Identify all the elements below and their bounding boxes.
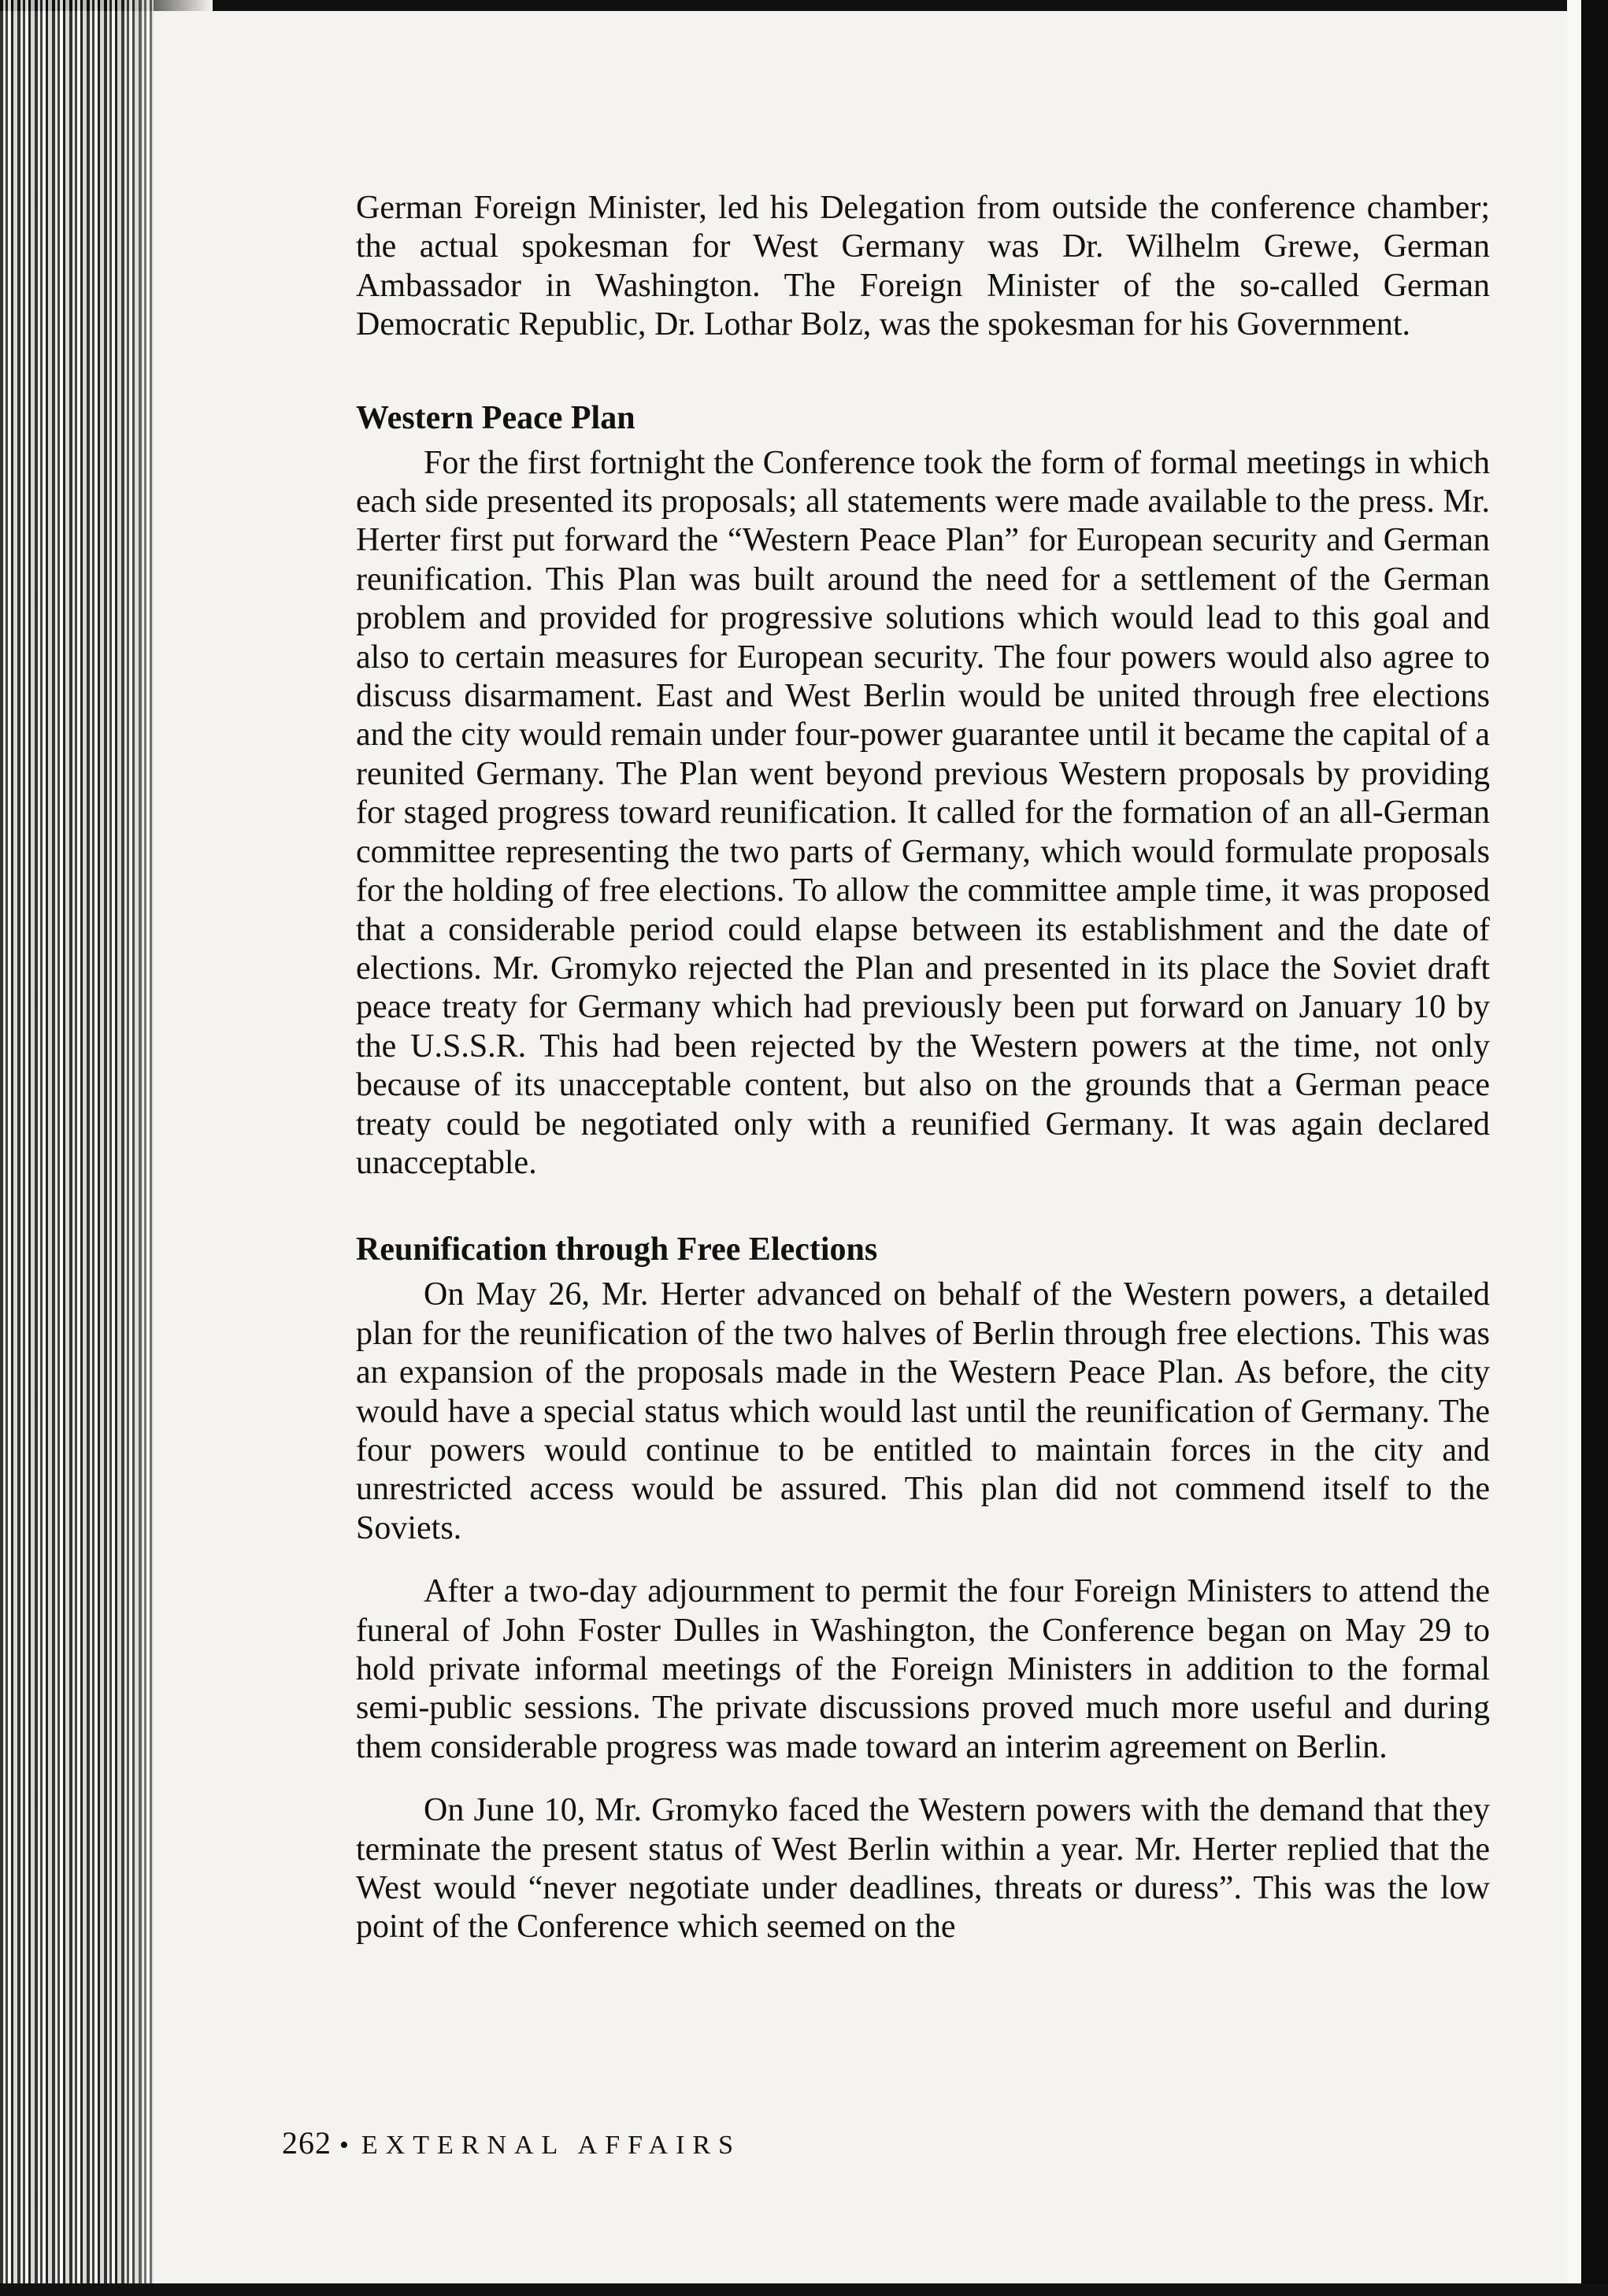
scan-top-edge	[0, 0, 1608, 11]
opening-paragraph: German Foreign Minister, led his Delegation from outside the conference chamber; the actual spokesman for West Germany was Dr. Wilhelm Grewe, German Ambassador in Washington. The Foreign Minister of the so-called German Democratic Republic, Dr. Lothar Bolz, was the spokesman for his Government.	[356, 190, 1490, 343]
page-body	[356, 189, 1490, 1947]
section-paragraph: After a two-day adjournment to permit the four Foreign Ministers to attend the funeral of John Foster Dulles in Washington, the Conference began on May 29 to hold private informal meetings of the Foreign Ministers in addition to the formal semi-public sessions. The private discussions proved much more useful and during them considerable progress was made toward an interim agreement on Berlin.	[356, 1573, 1490, 1765]
section-heading-reunification: Reunification through Free Elections	[356, 1231, 878, 1268]
section-paragraph: For the first fortnight the Conference took the form of formal meetings in which each side presented its proposals; all statements were made available to the press. Mr. Herter first put forward the “Western Peace Plan” for European security and German reunification. This Plan was built around the need for a settlement of the German problem and provided for progressive solutions which would lead to this goal and also to certain measures for European security. The four powers would also agree to discuss disarmament. East and West Berlin would be united through free elections and the city would remain under four-power guarantee until it became the capital of a reunited Germany. The Plan went beyond previous Western proposals by providing for staged progress toward reunification. It called for the formation of an all-German committee representing the two parts of Germany, which would formulate proposals for the holding of free elections. To allow the committee ample time, it was proposed that a considerable period could elapse between its establishment and the date of elections. Mr. Gromyko rejected the Plan and presented in its place the Soviet draft peace treaty for Germany which had previously been put forward on January 10 by the U.S.S.R. This had been rejected by the Western powers at the time, not only because of its unacceptable content, but also on the grounds that a German peace treaty could be negotiated only with a reunified Germany. It was again declared unacceptable.	[356, 444, 1490, 1181]
page-footer	[282, 2124, 741, 2161]
scan-right-edge	[1581, 0, 1608, 2296]
bullet-separator-icon: •	[339, 2131, 349, 2160]
page-number: 262	[282, 2125, 332, 2161]
spine-fade	[118, 0, 213, 2296]
section-paragraph: On June 10, Mr. Gromyko faced the Western powers with the demand that they terminate the present status of West Berlin within a year. Mr. Herter replied that the West would “never negotiate under deadlines, threats or duress”. This was the low point of the Conference which seemed on the	[356, 1792, 1490, 1946]
section-paragraph: On May 26, Mr. Herter advanced on behalf of the Western powers, a detailed plan for the reunification of the two halves of Berlin through free elections. This was an expansion of the proposals made in the Western Peace Plan. As before, the city would have a special status which would last until the reunification of Germany. The four powers would continue to be entitled to maintain forces in the city and unrestricted access would be assured. This plan did not commend itself to the Soviets.	[356, 1276, 1490, 1546]
section-heading-western-peace-plan: Western Peace Plan	[356, 399, 635, 436]
scan-bottom-edge	[0, 2283, 1608, 2296]
next-page-sliver	[1567, 0, 1581, 2296]
publication-title: EXTERNAL AFFAIRS	[361, 2131, 741, 2160]
